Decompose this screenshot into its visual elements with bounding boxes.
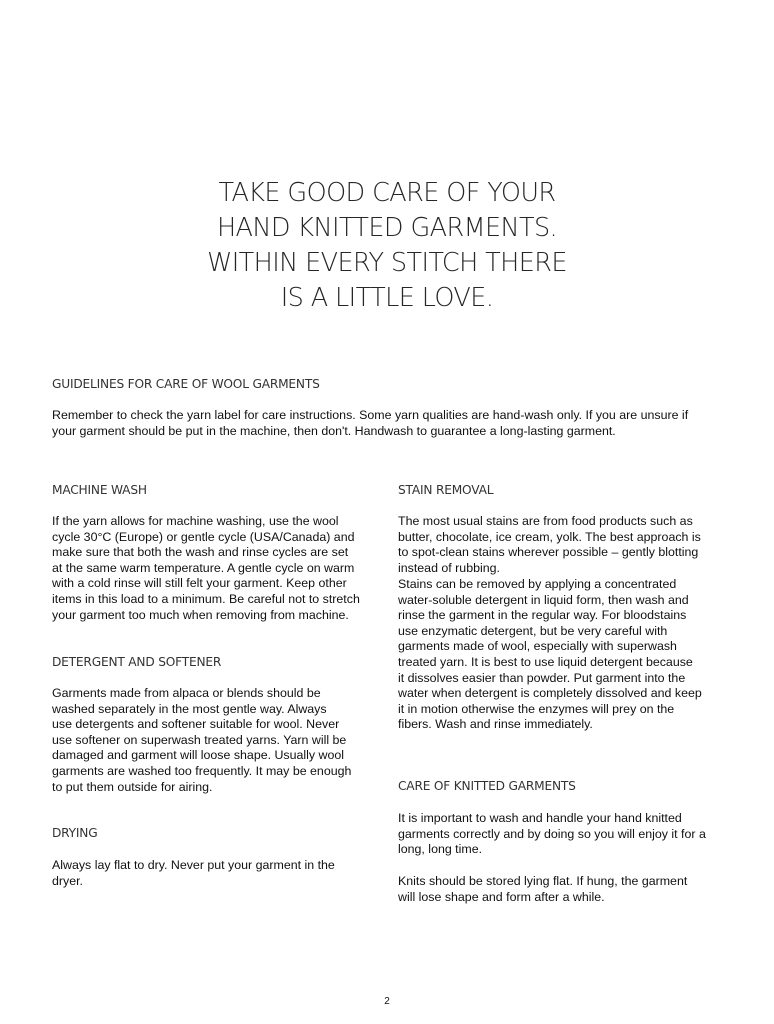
stain-removal-line: garments made of wool, especially with superwash — [398, 639, 677, 654]
page-number: 2 — [384, 996, 390, 1007]
machine-wash-line: If the yarn allows for machine washing, use the wool — [52, 514, 339, 528]
drying-line: dryer. — [52, 873, 83, 888]
stain-removal-line: rinse the garment in the regular way. For bloodstains — [398, 608, 687, 623]
care-knitted-paragraph-2 — [398, 874, 687, 905]
detergent-line: to put them outside for airing. — [52, 779, 213, 794]
stain-removal-line: The most usual stains are from food products such as — [398, 514, 693, 528]
care-knitted-paragraph-1 — [398, 811, 706, 858]
stain-removal-line: to spot-clean stains wherever possible – gently blotting — [398, 545, 699, 560]
stain-removal-line: it dissolves easier than powder. Put garment into the — [398, 670, 686, 685]
stain-removal-line: butter, chocolate, ice cream, yolk. The best approach is — [398, 529, 701, 544]
stain-removal-line: it in motion otherwise the enzymes will prey on the — [398, 701, 675, 716]
guidelines-text — [52, 408, 688, 439]
care-knitted-line: will lose shape and form after a while. — [398, 889, 605, 904]
machine-wash-line: with a cold rinse will still felt your garment. Keep other — [52, 576, 347, 591]
headline-line-1: TAKE GOOD CARE OF YOUR — [218, 178, 556, 208]
stain-removal-line: water when detergent is completely dissolved and keep — [398, 686, 702, 701]
drying-line: Always lay flat to dry. Never put your garment in the — [52, 858, 335, 872]
stain-removal-line: use enzymatic detergent, but be very careful with — [398, 623, 668, 638]
detergent-text — [52, 686, 351, 795]
care-knitted-heading: CARE OF KNITTED GARMENTS — [398, 779, 576, 793]
detergent-line: garments are washed too frequently. It may be enough — [52, 763, 352, 778]
guidelines-heading: GUIDELINES FOR CARE OF WOOL GARMENTS — [52, 377, 320, 391]
machine-wash-line: items in this load to a minimum. Be careful not to stretch — [52, 591, 360, 606]
stain-removal-line: Stains can be removed by applying a concentrated — [398, 577, 677, 591]
guidelines-line: Remember to check the yarn label for care instructions. Some yarn qualities are hand-wash only. If you are unsure if — [52, 408, 689, 422]
detergent-line: washed separately in the most gentle way. Always — [52, 701, 327, 716]
detergent-line: damaged and garment will loose shape. Usually wool — [52, 748, 345, 763]
stain-removal-paragraph-2 — [398, 577, 702, 733]
stain-removal-line: instead of rubbing. — [398, 560, 500, 575]
headline-line-4: IS A LITTLE LOVE. — [280, 283, 494, 313]
headline-line-2: HAND KNITTED GARMENTS. — [216, 213, 558, 243]
detergent-line: Garments made from alpaca or blends should be — [52, 686, 321, 700]
machine-wash-text — [52, 514, 360, 623]
care-knitted-line: Knits should be stored lying flat. If hung, the garment — [398, 874, 688, 888]
care-knitted-line: It is important to wash and handle your hand knitted — [398, 811, 682, 825]
detergent-line: use softener on superwash treated yarns. Yarn will be — [52, 732, 347, 747]
guidelines-line: your garment should be put in the machine, then don't. Handwash to guarantee a long-lasting garment. — [52, 423, 616, 438]
stain-removal-line: treated yarn. It is best to use liquid detergent because — [398, 654, 693, 669]
drying-heading: DRYING — [52, 826, 98, 840]
machine-wash-line: your garment too much when removing from machine. — [52, 607, 349, 622]
detergent-line: use detergents and softener suitable for wool. Never — [52, 717, 340, 732]
detergent-heading: DETERGENT AND SOFTENER — [52, 655, 222, 669]
headline-line-3: WITHIN EVERY STITCH THERE — [207, 248, 567, 278]
machine-wash-line: cycle 30°C (Europe) or gentle cycle (USA/Canada) and — [52, 529, 355, 544]
care-knitted-line: long, long time. — [398, 842, 483, 857]
drying-text — [52, 858, 335, 889]
stain-removal-line: water-soluble detergent in liquid form, then wash and — [398, 592, 689, 607]
page-headline — [0, 176, 774, 316]
stain-removal-line: fibers. Wash and rinse immediately. — [398, 717, 593, 732]
stain-removal-heading: STAIN REMOVAL — [398, 483, 494, 497]
stain-removal-paragraph-1 — [398, 514, 701, 576]
care-knitted-line: garments correctly and by doing so you will enjoy it for a — [398, 826, 706, 841]
machine-wash-heading: MACHINE WASH — [52, 483, 147, 497]
machine-wash-line: at the same warm temperature. A gentle cycle on warm — [52, 560, 355, 575]
machine-wash-line: make sure that both the wash and rinse cycles are set — [52, 545, 349, 560]
